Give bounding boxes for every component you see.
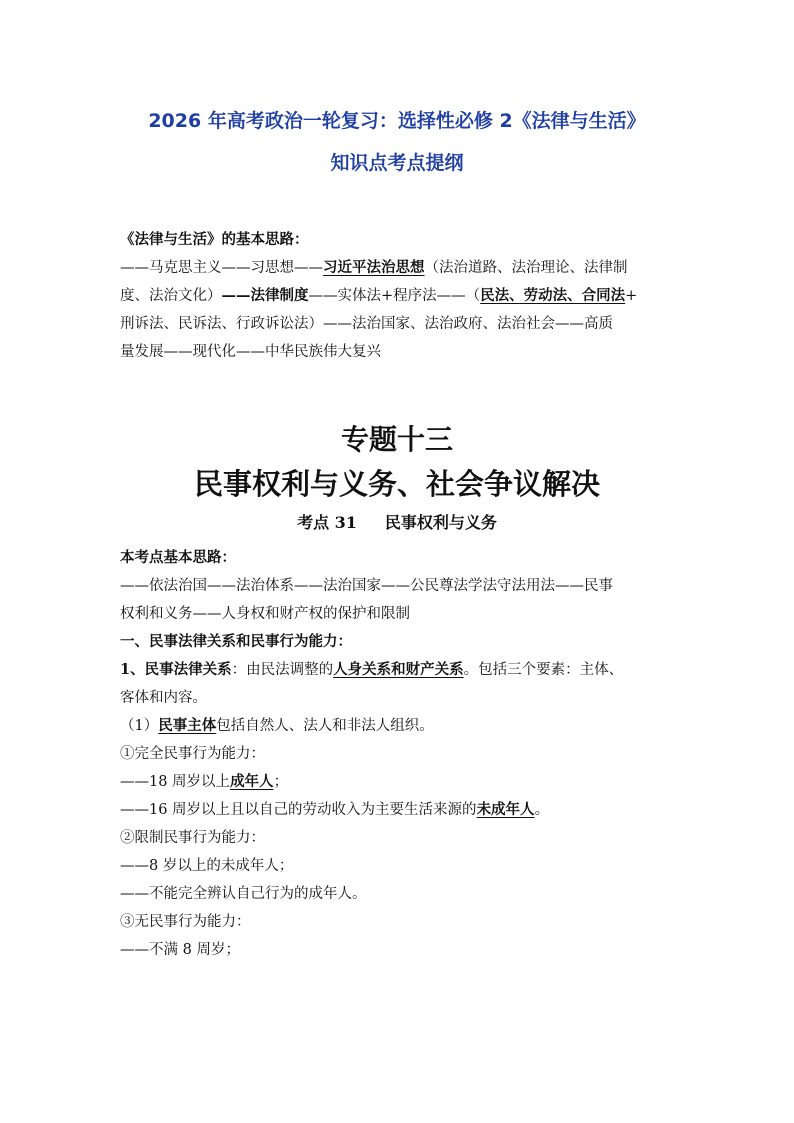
content-section [120,544,680,964]
emphasis-text: 民法、劳动法、合同法 [480,287,626,304]
text: 包括自然人、法人和非法人组织。 [216,718,434,734]
path-line-1: ——依法治国——法治体系——法治国家——公民尊法学法守法用法——民事 [120,578,613,594]
intro-heading: 《法律与生活》的基本思路： [120,231,309,248]
emphasis-text: 未成年人 [476,801,535,818]
intro-line-4: 量发展——现代化——中华民族伟大复兴 [120,344,381,360]
capacity-none: ③无民事行为能力： [120,914,251,930]
capacity-full: ①完全民事行为能力： [120,746,265,762]
text: ——实体法+程序法——（ [308,288,481,304]
path-line-2: 权利和义务——人身权和财产权的保护和限制 [120,606,410,622]
text: 。 [534,802,550,818]
text: 。包括三个要素：主体、 [463,662,624,678]
document-subtitle: 知识点考点提纲 [330,152,464,174]
paragraph-2 [120,712,680,740]
emphasis-text: 成年人 [230,773,274,790]
text: 度、法治文化） [120,288,222,304]
intro-line-3: 刑诉法、民诉法、行政诉讼法）——法治国家、法治政府、法治社会——高质 [120,316,613,332]
keypoint-name: 民事权利与义务 [384,513,497,532]
topic-title: 民事权利与义务、社会争议解决 [193,467,600,501]
text: ——18 周岁以上 [120,774,231,790]
document-title: 2026 年高考政治一轮复习：选择性必修 2《法律与生活》 [148,110,646,132]
paragraph-1-cont: 客体和内容。 [120,690,207,706]
paragraph-1 [120,656,680,684]
text: ——马克思主义——习思想—— [120,260,323,276]
text: + [625,288,638,304]
intro-section [120,226,680,366]
term: 1、民事法律关系 [120,661,232,678]
capacity-limited-b: ——不能完全辨认自己行为的成年人。 [120,886,367,902]
intro-line-2 [120,282,680,310]
emphasis-text: ——法律制度 [221,287,309,304]
text: （法治道路、法治理论、法律制 [424,260,628,276]
basic-heading: 本考点基本思路： [120,549,236,566]
text: ； [273,774,289,790]
text: （1） [120,718,159,734]
emphasis-text: 民事主体 [158,717,217,734]
emphasis-text: 人身关系和财产关系 [333,661,464,678]
intro-line-1 [120,254,680,282]
capacity-limited-a: ——8 岁以上的未成年人； [120,858,294,874]
capacity-full-a [120,768,680,796]
capacity-limited: ②限制民事行为能力： [120,830,265,846]
topic-number: 专题十三 [340,423,453,456]
capacity-none-a: ——不满 8 周岁； [120,942,240,958]
capacity-full-b [120,796,680,824]
text: ：由民法调整的 [231,662,334,678]
keypoint-heading [0,510,794,533]
emphasis-text: 习近平法治思想 [323,259,425,276]
text: ——16 周岁以上且以自己的劳动收入为主要生活来源的 [120,802,477,818]
keypoint-number: 考点 31 [297,513,357,532]
section-heading: 一、民事法律关系和民事行为能力： [120,633,352,650]
